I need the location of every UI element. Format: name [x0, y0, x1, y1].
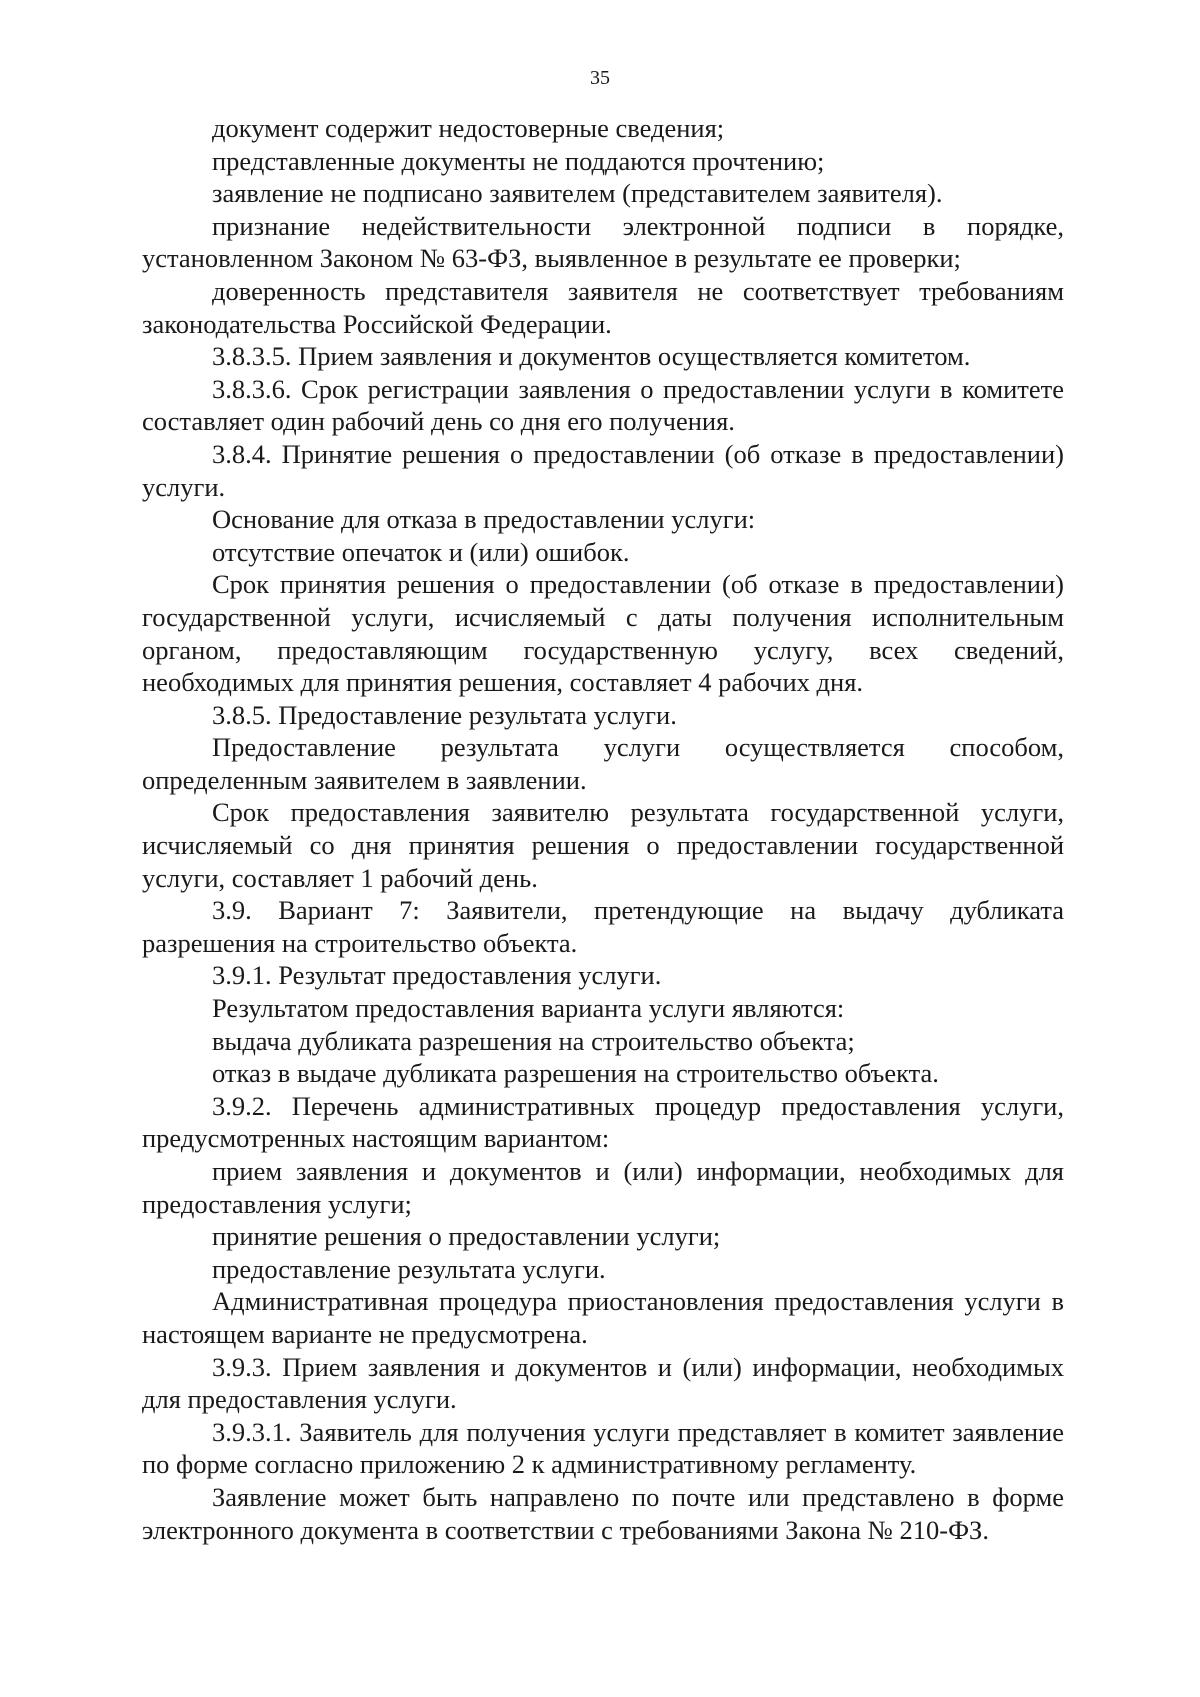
paragraph: предоставление результата услуги. [212, 1253, 606, 1284]
paragraph: 3.8.3.5. Прием заявления и документов осуществляется комитетом. [212, 341, 971, 372]
paragraph: Предоставление результата услуги осуществляется способом, определенным заявителем в заявлении. [142, 732, 1064, 795]
paragraph: Срок предоставления заявителю результата государственной услуги, исчисляемый со дня принятия решения о предоставлении государственной услуги, составляет 1 рабочий день. [142, 797, 1064, 893]
document-body [142, 112, 1064, 1546]
paragraph: 3.9.3.1. Заявитель для получения услуги представляет в комитет заявление по форме согласно приложению 2 к административному регламенту. [142, 1416, 1064, 1480]
paragraph: 3.9.2. Перечень административных процедур предоставления услуги, предусмотренных настоящим вариантом: [142, 1090, 1064, 1154]
paragraph: 3.9. Вариант 7: Заявители, претендующие на выдачу дубликата разрешения на строительство объекта. [142, 895, 1064, 958]
paragraph: документ содержит недостоверные сведения; [212, 113, 725, 143]
paragraph: принятие решения о предоставлении услуги; [212, 1221, 721, 1252]
paragraph: доверенность представителя заявителя не соответствует требованиям законодательства Российской Федерации. [142, 275, 1064, 339]
paragraph: Административная процедура приостановления предоставления услуги в настоящем варианте не предусмотрена. [142, 1286, 1064, 1349]
paragraph: 3.9.1. Результат предоставления услуги. [212, 960, 662, 991]
paragraph: признание недействительности электронной подписи в порядке, установленном Законом № 63-ФЗ, выявленное в результате ее проверки; [142, 210, 1064, 274]
paragraph: отказ в выдаче дубликата разрешения на строительство объекта. [212, 1058, 939, 1089]
paragraph: прием заявления и документов и (или) информации, необходимых для предоставления услуги; [142, 1156, 1064, 1219]
paragraph: Основание для отказа в предоставлении услуги: [212, 504, 756, 535]
paragraph: Заявление может быть направлено по почте или представлено в форме электронного документа в соответствии с требованиями Закона № 210-ФЗ. [142, 1481, 1064, 1545]
paragraph: 3.8.5. Предоставление результата услуги. [212, 699, 677, 730]
paragraph: представленные документы не поддаются прочтению; [212, 145, 825, 176]
paragraph: Результатом предоставления варианта услуги являются: [212, 993, 845, 1024]
paragraph: 3.8.3.6. Срок регистрации заявления о предоставлении услуги в комитете составляет один рабочий день со дня его получения. [142, 373, 1064, 437]
page-number: 35 [590, 67, 610, 89]
paragraph: Срок принятия решения о предоставлении (об отказе в предоставлении) государственной услуги, исчисляемый с даты получения исполнительным органом, предоставляющим государственную услугу, всех сведений, необходимых для принятия решения, составляет 4 рабочих дня. [142, 569, 1064, 698]
paragraph: выдача дубликата разрешения на строительство объекта; [212, 1025, 855, 1056]
paragraph: заявление не подписано заявителем (представителем заявителя). [212, 178, 943, 209]
paragraph: 3.8.4. Принятие решения о предоставлении (об отказе в предоставлении) услуги. [142, 438, 1064, 502]
paragraph: 3.9.3. Прием заявления и документов и (или) информации, необходимых для предоставления услуги. [142, 1351, 1064, 1415]
paragraph: отсутствие опечаток и (или) ошибок. [212, 536, 630, 567]
